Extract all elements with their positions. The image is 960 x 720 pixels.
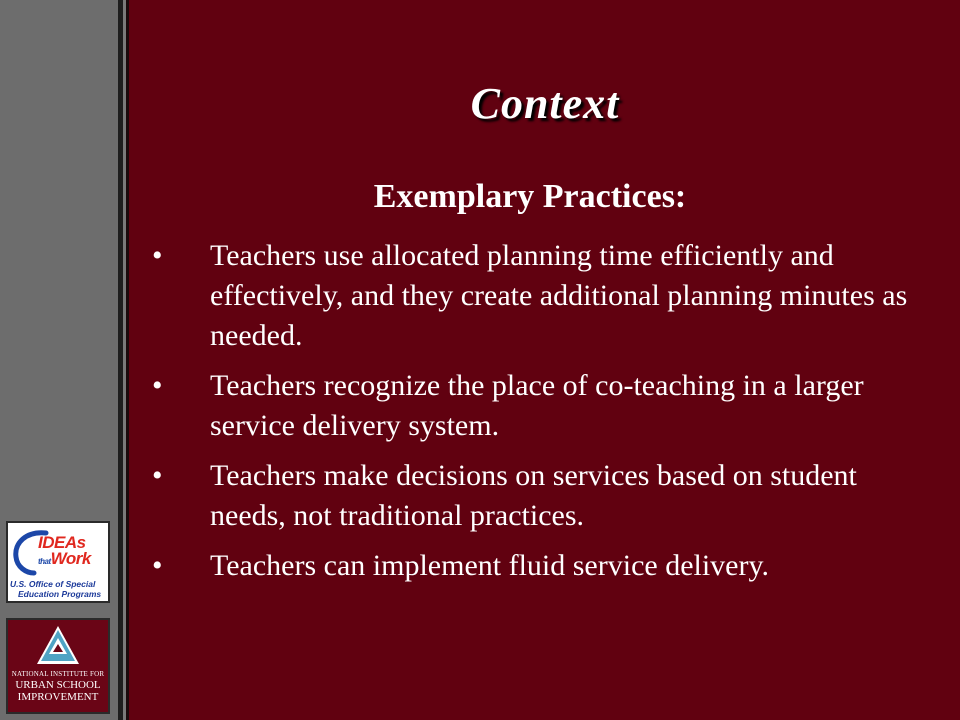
bullet-text: Teachers use allocated planning time efficiently and effectively, and they create additional planning minutes as needed. xyxy=(210,239,908,352)
bullet-item xyxy=(150,546,920,586)
ideas-brand-mid: that xyxy=(38,557,51,566)
bullet-icon: • xyxy=(152,549,163,582)
niusi-logo xyxy=(6,618,110,714)
ideas-agency-line2: Education Programs xyxy=(18,589,102,599)
bullet-icon: • xyxy=(152,459,163,492)
ideas-agency xyxy=(10,579,106,599)
bullet-item xyxy=(150,236,920,356)
niusi-triangle-icon xyxy=(35,624,81,668)
sidebar-divider-shadow xyxy=(126,0,129,720)
bullet-item xyxy=(150,366,920,446)
bullet-icon: • xyxy=(152,239,163,272)
ideas-brand xyxy=(38,535,91,570)
niusi-line1: NATIONAL INSTITUTE FOR xyxy=(11,670,105,678)
ideas-that-work-logo xyxy=(6,521,110,603)
bullet-item xyxy=(150,456,920,536)
niusi-line3: IMPROVEMENT xyxy=(17,691,99,703)
niusi-name xyxy=(8,670,108,703)
ideas-agency-line1: U.S. Office of Special xyxy=(10,579,96,589)
slide-subtitle: Exemplary Practices: xyxy=(373,178,687,215)
left-sidebar xyxy=(0,0,118,720)
bullet-text: Teachers make decisions on services based on student needs, not traditional practices. xyxy=(210,459,857,532)
bullet-text: Teachers can implement fluid service delivery. xyxy=(210,549,770,582)
niusi-line2: URBAN SCHOOL xyxy=(15,679,101,691)
bullet-text: Teachers recognize the place of co-teaching in a larger service delivery system. xyxy=(210,369,864,442)
ideas-brand-bottom: Work xyxy=(50,549,91,568)
bullet-icon: • xyxy=(152,369,163,402)
bullet-list xyxy=(150,236,920,596)
ideas-brand-top: IDEAs xyxy=(38,533,86,552)
slide-title: Context xyxy=(470,79,620,128)
